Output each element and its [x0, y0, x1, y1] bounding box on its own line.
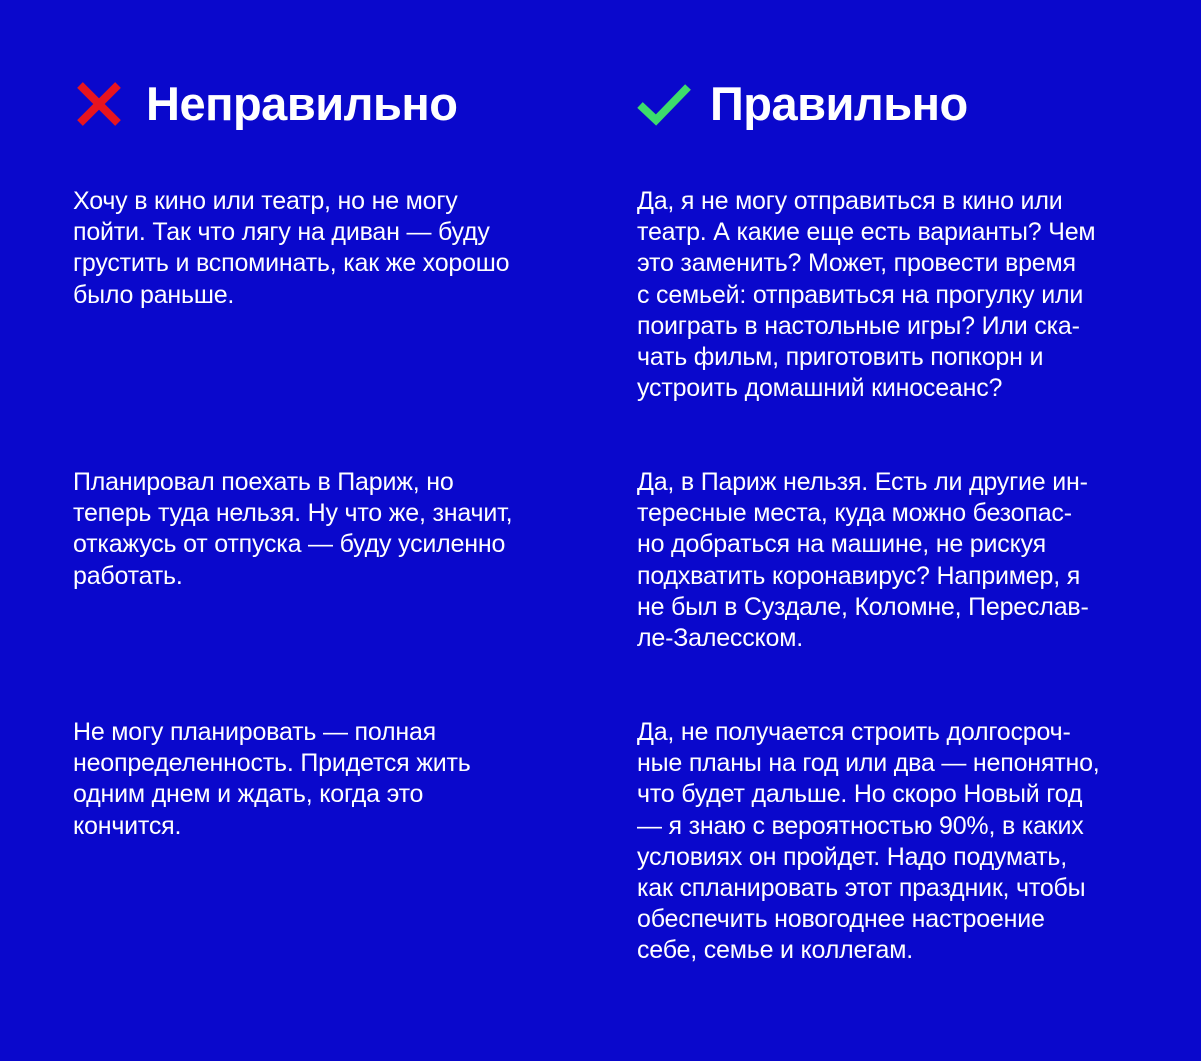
- cross-icon: [72, 75, 128, 131]
- right-item-3: Да, не получается строить долгосроч- ные планы на год или два — непонятно, что будет дальше. Но скоро Новый год — я знаю с вероятностью 90%, в каких условиях он пройдет. Надо подумать, как спланировать этот праздник, чтобы обеспечить новогоднее настроение себе, семье и коллегам.: [637, 718, 1100, 965]
- wrong-title: Неправильно: [146, 76, 458, 130]
- right-item-1: Да, я не могу отправиться в кино или театр. А какие еще есть варианты? Чем это заменить? Может, провести время с семьей: отправиться на прогулку или поиграть в настольные игры? Или ска- чать фильм, приготовить попкорн и устроить домашний киносеанс?: [637, 187, 1096, 403]
- wrong-item-2: Планировал поехать в Париж, но теперь туда нельзя. Ну что же, значит, откажусь от отпуска — буду усиленно работать.: [73, 468, 513, 590]
- right-item-2: Да, в Париж нельзя. Есть ли другие ин- тересные места, куда можно безопас- но добраться на машине, не рискуя подхватить коронавирус? Например, я не был в Суздале, Коломне, Переслав- ле-Залесском.: [637, 468, 1089, 653]
- right-header: [636, 70, 968, 136]
- right-title: Правильно: [710, 76, 968, 130]
- wrong-item-3: Не могу планировать — полная неопределенность. Придется жить одним днем и ждать, когда это кончится.: [73, 718, 471, 840]
- check-icon: [636, 75, 692, 131]
- wrong-header: [72, 70, 457, 136]
- wrong-item-1: Хочу в кино или театр, но не могу пойти. Так что лягу на диван — буду грустить и вспоминать, как же хорошо было раньше.: [73, 187, 510, 309]
